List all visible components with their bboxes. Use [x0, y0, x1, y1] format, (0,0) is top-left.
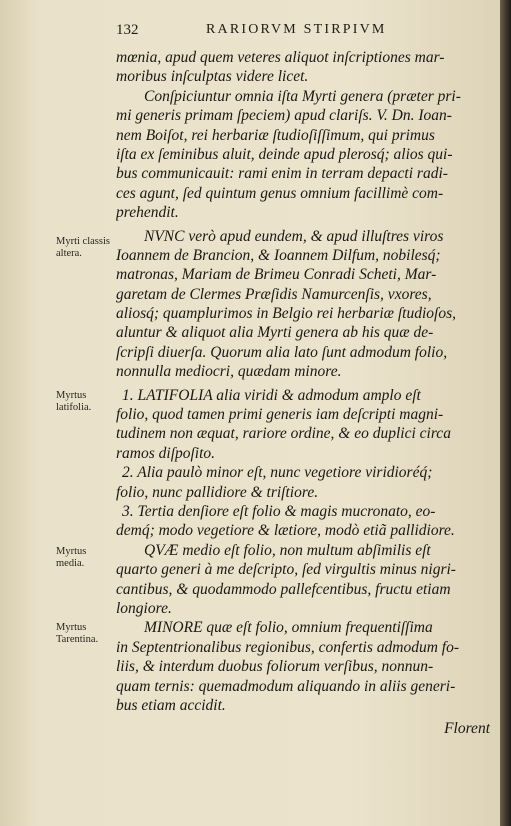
text-line: liis, & interdum duobus foliorum verſibus, nonnun-	[116, 658, 434, 676]
text-line: MINORE quæ eſt folio, omnium frequentiſſima	[144, 619, 433, 637]
text-line: NVNC verò apud eundem, & apud illuſtres viros	[144, 227, 444, 245]
text-line: Ioannem de Brancion, & Ioannem Dilfum, nobilesq́;	[116, 246, 441, 264]
text-line: aluntur & aliquot alia Myrti genera ab his quæ de-	[116, 324, 434, 342]
text-line: prehendit.	[116, 204, 179, 222]
text-line: matronas, Mariam de Brimeu Conradi Scheti, Mar-	[116, 266, 437, 284]
text-line: longiore.	[116, 599, 172, 617]
text-line: ſcripſi diuerſa. Quorum alia lato ſunt admodum folio,	[116, 343, 448, 361]
text-line: ramos diſpoſito.	[116, 444, 216, 462]
text-line: QVÆ medio eſt folio, non multum abſimilis eſt	[144, 541, 431, 559]
text-line: mœnia, apud quem veteres aliquot inſcriptiones mar-	[116, 49, 445, 66]
text-line: 3. Tertia denſiore eſt folio & magis mucronato, eo-	[122, 502, 436, 520]
text-line: bus communicauit: rami enim in terram depacti radi-	[116, 165, 448, 183]
text-line: mi generis primam ſpeciem) apud clariſs. V. Dn. Ioan-	[116, 107, 452, 125]
text-line: tudinem non æquat, rariore ordine, & eo duplici circa	[116, 425, 451, 443]
margin-note-tarentina: Myrtus Tarentina.	[56, 622, 99, 645]
page-number: 132	[116, 22, 139, 38]
text-line: iſta ex ſeminibus aluit, deinde apud plerosq́; alios qui-	[116, 145, 453, 163]
text-line: nonnulla mediocri, quædam minore.	[116, 363, 342, 381]
text-line: 2. Alia paulò minor eſt, nunc vegetiore viridioréq́;	[122, 464, 433, 482]
text-line: moribus inſculptas videre licet.	[116, 68, 309, 86]
page-edge	[500, 0, 511, 826]
running-head: RARIORVM STIRPIVM	[206, 22, 387, 37]
text-line: ces agunt, ſed quintum genus omnium facillimè com-	[116, 184, 444, 202]
margin-note-classis: Myrti classis altera.	[56, 236, 110, 259]
text-line: Conſpiciuntur omnia iſta Myrti genera (præter pri-	[144, 87, 461, 105]
text-line: folio, nunc pallidiore & triſtiore.	[116, 483, 319, 501]
margin-note-media: Myrtus media.	[56, 546, 87, 569]
margin-note-latifolia: Myrtus latifolia.	[56, 390, 92, 413]
text-line: nem Boiſot, rei herbariæ ſtudioſiſſimum, qui primus	[116, 126, 435, 144]
text-line: quam ternis: quemadmodum aliquando in aliis generi-	[116, 677, 456, 695]
text-line: in Septentrionalibus regionibus, confertis admodum fo-	[116, 638, 459, 656]
text-line: aliosq́; quamplurimos in Belgio rei herbariæ ſtudioſos,	[116, 305, 457, 323]
text-line: quarto generi à me deſcripto, ſed virgultis minus nigri-	[116, 561, 456, 579]
text-line: bus etiam accidit.	[116, 696, 226, 714]
text-line: 1. LATIFOLIA alia viridi & admodum amplo eſt	[122, 386, 421, 404]
text-body	[116, 48, 490, 739]
page-header	[116, 22, 486, 46]
text-line: demq́; modo vegetiore & lætiore, modò etiã pallidiore.	[116, 522, 455, 540]
text-line: cantibus, & quodammodo pallefcentibus, fructu etiam	[116, 580, 451, 598]
catchword: Florent	[444, 720, 490, 738]
text-line: folio, quod tamen primi generis iam deſcripti magni-	[116, 406, 444, 424]
text-line: garetam de Clermes Præſidis Namurcenſis, vxores,	[116, 285, 432, 303]
